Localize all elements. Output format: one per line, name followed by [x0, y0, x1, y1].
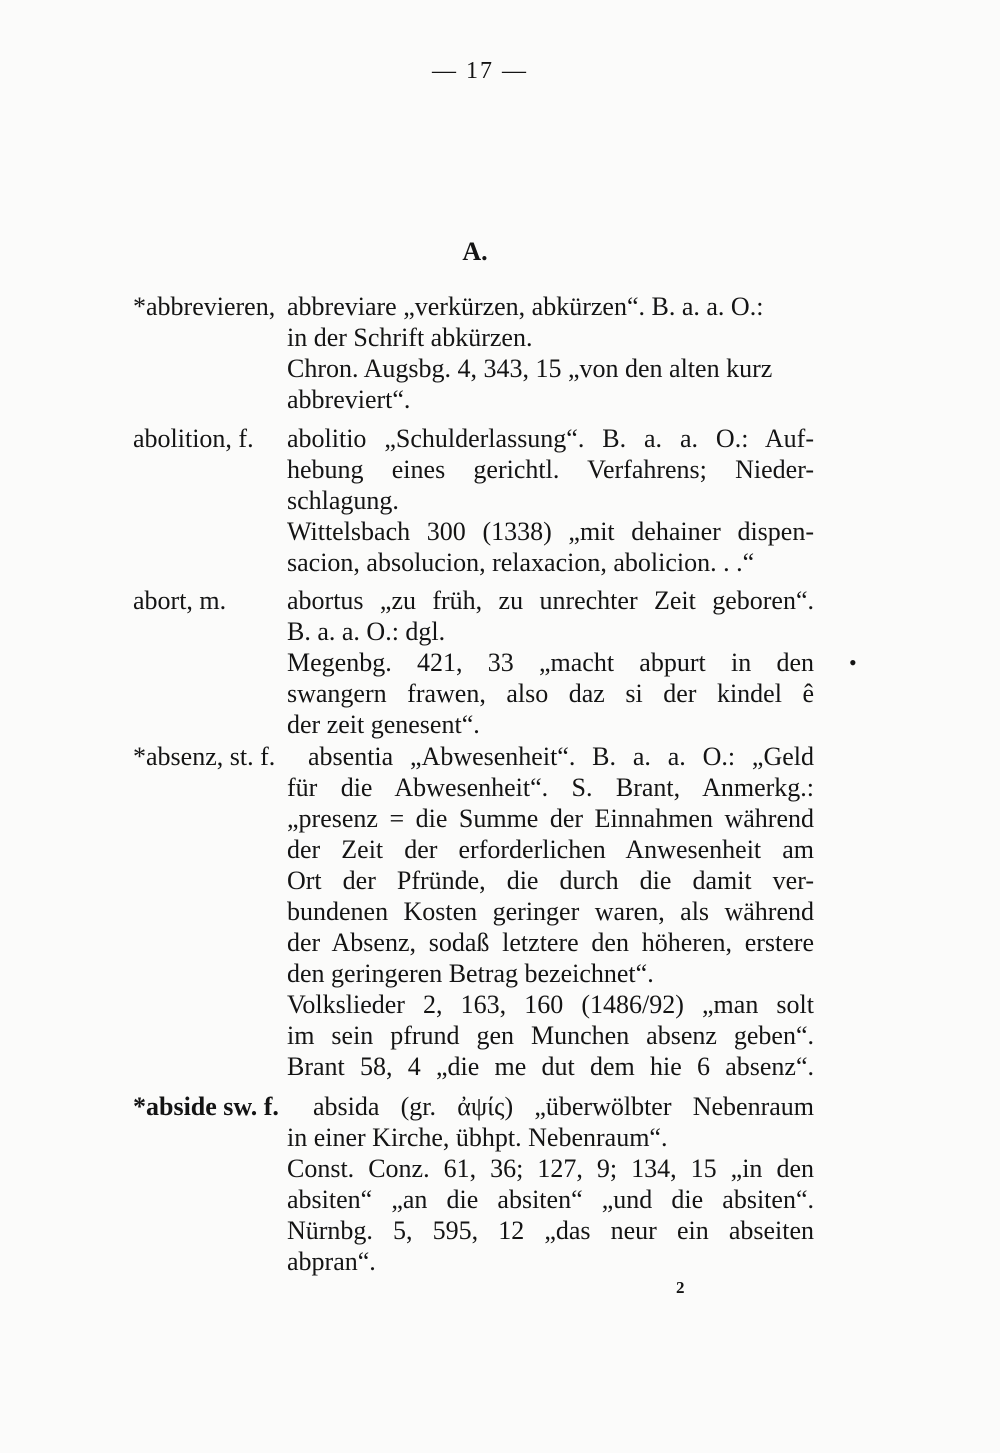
entry-definition-line: sacion, absolucion, relaxacion, abolicion. . .“ [287, 548, 755, 577]
entry-headword: abolition, f. [133, 424, 254, 453]
entry-definition-line: hebung eines gerichtl. Verfahrens; Nieder- [287, 455, 814, 484]
entry-headword: abort, m. [133, 586, 227, 615]
entry-definition-line: der zeit genesent“. [287, 710, 480, 739]
entry-definition-line: Volkslieder 2, 163, 160 (1486/92) „man solt [287, 990, 814, 1019]
entry-definition-line: im sein pfrund gen Munchen absenz geben“. [287, 1021, 814, 1050]
entry-definition-line: den geringeren Betrag bezeichnet“. [287, 959, 654, 988]
entry-definition-line: Nürnbg. 5, 595, 12 „das neur ein abseiten [287, 1216, 814, 1245]
signature-mark: 2 [676, 1278, 685, 1297]
entry-definition-line: abortus „zu früh, zu unrechter Zeit geboren“. [287, 586, 814, 615]
entry-definition-line: B. a. a. O.: dgl. [287, 617, 446, 646]
entry-headword: *abside sw. f. [133, 1092, 279, 1121]
entry-definition-line: „presenz = die Summe der Einnahmen während [287, 804, 814, 833]
page-number: — 17 — [432, 58, 528, 84]
entry-definition-line: absida (gr. ἀψίς) „überwölbter Nebenraum [313, 1092, 814, 1121]
entry-definition-line: abpran“. [287, 1247, 376, 1276]
entry-definition-line: bundenen Kosten geringer waren, als während [287, 897, 814, 926]
entry-definition-line: der Zeit der erforderlichen Anwesenheit am [287, 835, 814, 864]
entry-definition-line: für die Abwesenheit“. S. Brant, Anmerkg.: [287, 773, 814, 802]
entry-definition-line: Brant 58, 4 „die me dut dem hie 6 absenz“. [287, 1052, 814, 1081]
entry-definition-line: schlagung. [287, 486, 399, 515]
entry-headword: *abbrevieren, [133, 292, 276, 321]
entry-headword: *absenz, st. f. [133, 742, 276, 771]
entry-definition-line: Wittelsbach 300 (1338) „mit dehainer dispen- [287, 517, 814, 546]
entry-definition-line: Megenbg. 421, 33 „macht abpurt in den [287, 648, 814, 677]
entry-definition-line: absentia „Abwesenheit“. B. a. a. O.: „Geld [308, 742, 814, 771]
entry-definition-line: Ort der Pfründe, die durch die damit ver- [287, 866, 814, 895]
entry-definition-line: swangern frawen, also daz si der kindel ê [287, 679, 814, 708]
entry-definition-line: abbreviare „verkürzen, abkürzen“. B. a. a. O.: [287, 292, 764, 321]
entry-definition-line: Const. Conz. 61, 36; 127, 9; 134, 15 „in den [287, 1154, 814, 1183]
section-heading: A. [462, 237, 488, 266]
entry-definition-line: absiten“ „an die absiten“ „und die absiten“. [287, 1185, 814, 1214]
margin-mark: • [849, 650, 857, 675]
entry-definition-line: der Absenz, sodaß letztere den höheren, erstere [287, 928, 814, 957]
entry-definition-line: Chron. Augsbg. 4, 343, 15 „von den alten kurz [287, 354, 773, 383]
entry-definition-line: in einer Kirche, übhpt. Nebenraum“. [287, 1123, 668, 1152]
entry-definition-line: abbreviert“. [287, 385, 411, 414]
entry-definition-line: abolitio „Schulderlassung“. B. a. a. O.: Auf- [287, 424, 814, 453]
entry-definition-line: in der Schrift abkürzen. [287, 323, 533, 352]
